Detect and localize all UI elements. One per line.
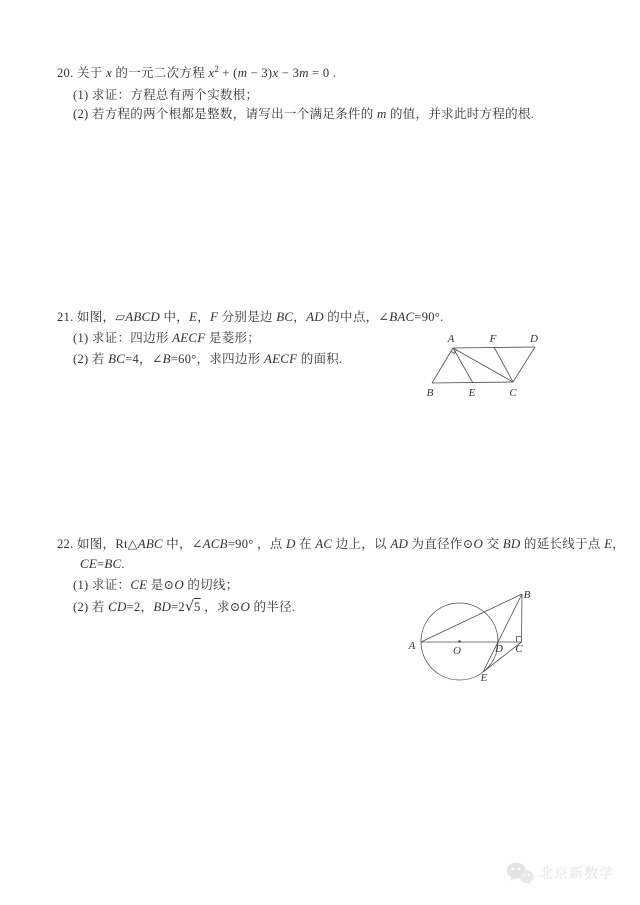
vertex-label-E: E <box>468 387 476 399</box>
text-segment: (1) 求证：四边形 <box>73 331 173 345</box>
problem-20-statement <box>57 61 336 81</box>
text-segment: =60°，求四边形 <box>170 352 264 366</box>
vertex-label-C: C <box>509 387 517 399</box>
text-segment: ，求⊙ <box>200 600 241 614</box>
text-segment: ， <box>293 310 307 324</box>
problem-20-part-1 <box>73 87 258 103</box>
text-segment: + ( <box>218 66 238 80</box>
wechat-icon <box>505 860 535 886</box>
parallelogram-figure-svg <box>418 328 548 403</box>
text-segment: BD <box>502 536 521 551</box>
text-segment: . <box>121 557 125 571</box>
circle-figure-svg <box>398 585 546 697</box>
text-segment: 的值，并求此时方程的根. <box>386 107 535 121</box>
text-segment: √ <box>184 599 194 615</box>
text-segment: 2 <box>214 64 219 74</box>
problem-22-statement-line-1 <box>57 536 625 552</box>
text-segment: − 3 <box>278 66 300 80</box>
text-segment: x <box>105 65 112 80</box>
text-segment: (2) 若 <box>73 352 109 366</box>
text-segment: CE <box>80 556 98 571</box>
text-segment: AECF <box>263 351 298 366</box>
text-segment: m <box>299 65 309 80</box>
vertex-label-F: F <box>489 333 497 345</box>
text-segment: (2) 若 <box>73 600 109 614</box>
text-segment: 为直径作⊙ <box>408 537 474 551</box>
text-segment: (2) 若方程的两个根都是整数，请写出一个满足条件的 <box>73 107 377 121</box>
vertex-label-B: B <box>523 589 531 601</box>
text-segment: ABC <box>137 536 163 551</box>
text-segment: (1) 求证：方程总有两个实数根； <box>73 88 259 102</box>
vertex-label-D: D <box>530 333 538 345</box>
vertex-label-B: B <box>426 387 434 399</box>
center-label-O: O <box>453 645 461 657</box>
vertex-label-E: E <box>480 672 488 684</box>
text-segment: E <box>189 309 198 324</box>
text-segment: x <box>208 65 215 80</box>
circle-figure <box>398 585 546 697</box>
text-segment: BC <box>104 556 122 571</box>
text-segment: 是菱形； <box>205 331 261 345</box>
text-segment: 的中点，∠ <box>323 310 390 324</box>
text-segment: 的切线； <box>183 578 239 592</box>
text-segment: O <box>473 536 484 551</box>
watermark <box>505 860 614 886</box>
text-segment: 5 <box>193 599 201 614</box>
text-segment: BC <box>276 309 294 324</box>
text-segment: D <box>286 536 296 551</box>
problem-21-part-1 <box>73 330 260 346</box>
vertex-label-A: A <box>447 333 455 345</box>
text-segment: =4，∠ <box>125 352 163 366</box>
text-segment: 交 <box>483 537 503 551</box>
text-segment: AECF <box>172 330 206 345</box>
text-segment: 分别是边 <box>218 310 277 324</box>
problem-22-statement-line-2 <box>80 556 125 572</box>
vertex-label-A: A <box>408 640 416 652</box>
right-angle-mark <box>517 637 522 643</box>
text-segment: BC <box>108 351 126 366</box>
text-segment: ， <box>197 310 211 324</box>
parallelogram-figure <box>418 328 548 403</box>
text-segment: ， <box>612 537 626 551</box>
text-segment: = 0 . <box>308 66 337 80</box>
text-segment: 的延长线于点 <box>520 537 605 551</box>
text-segment: 中， <box>160 310 190 324</box>
problem-22-part-2 <box>73 599 295 615</box>
text-segment: 在 <box>295 537 316 551</box>
text-segment: O <box>174 577 184 592</box>
text-segment: 是⊙ <box>147 578 175 592</box>
problem-21-statement <box>57 309 444 325</box>
text-segment: B <box>162 351 171 366</box>
watermark-text: 北京新数学 <box>539 867 614 882</box>
text-segment: ABCD <box>125 309 161 324</box>
text-segment: − 3) <box>247 66 273 80</box>
problem-22-part-1 <box>73 577 239 593</box>
text-segment: AD <box>306 309 324 324</box>
vertex-label-D: D <box>495 643 503 655</box>
text-segment: =2， <box>126 600 154 614</box>
text-segment: 21. 如图，▱ <box>57 310 126 324</box>
problem-21-part-2 <box>73 351 343 367</box>
text-segment: 20. 关于 <box>57 66 106 80</box>
text-segment: CD <box>108 599 127 614</box>
text-segment: = <box>97 557 105 571</box>
text-segment: =2 <box>171 600 185 614</box>
text-segment: BAC <box>389 309 415 324</box>
text-segment: E <box>604 536 613 551</box>
text-segment: (1) 求证： <box>73 578 131 592</box>
text-segment: =90° ，点 <box>227 537 287 551</box>
text-segment: AD <box>390 536 409 551</box>
text-segment: x <box>272 65 279 80</box>
text-segment: =90°. <box>414 310 444 324</box>
text-segment: CE <box>130 577 148 592</box>
text-segment: 的一元二次方程 <box>111 66 209 80</box>
text-segment: 的面积. <box>297 352 343 366</box>
vertex-label-C: C <box>515 643 523 655</box>
text-segment: 中，∠ <box>162 537 203 551</box>
text-segment: 边上，以 <box>332 537 391 551</box>
problem-20-part-2 <box>73 106 534 122</box>
text-segment: m <box>376 106 387 121</box>
text-segment: BD <box>153 599 172 614</box>
text-segment: 的半径. <box>250 600 296 614</box>
text-segment: F <box>210 309 219 324</box>
text-segment: ACB <box>202 536 228 551</box>
text-segment: AC <box>315 536 333 551</box>
text-segment: 22. 如图，Rt△ <box>57 537 138 551</box>
text-segment: O <box>240 599 251 614</box>
text-segment: m <box>237 65 248 80</box>
